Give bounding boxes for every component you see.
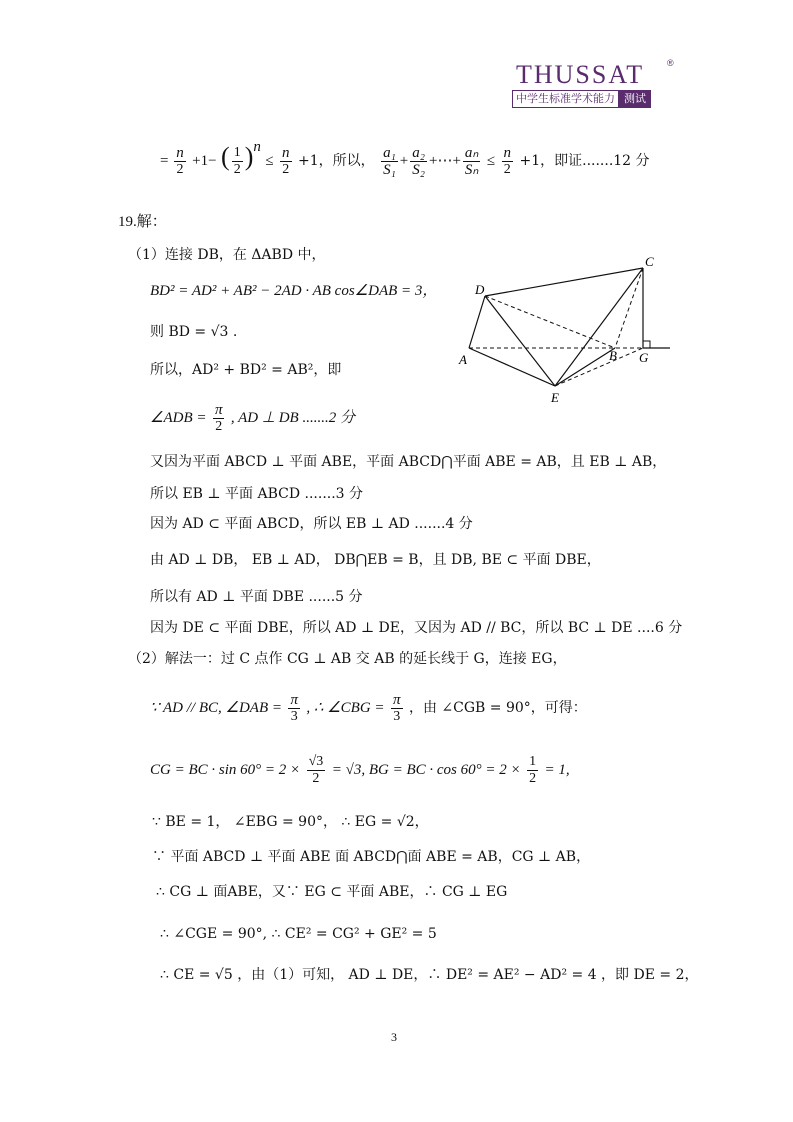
- fraction-1-over-2: $\frac{1}{2}$: [529, 753, 537, 786]
- label-G: G: [639, 350, 649, 365]
- p1-line-6: 因为 DE ⊂ 平面 DBE，所以 AD ⊥ DE，又因为 AD // BC，所以 BC ⊥ DE ....6 分: [150, 620, 683, 636]
- label-A: A: [459, 352, 467, 367]
- top-formula-line: = $\frac{n}{2}$ +1− ( $\frac{1}{2}$ )$^n$ ≤ $\frac{n}{2}$ +1，所以， $\frac{\text{a₁}}{\text{S₁}}$ + $\frac{\text{a₂}}{\text{S₂}}$ +⋯+ $\frac{\text{aₙ}}{\text{Sₙ}}$ ≤ $\frac{n}{2}$ +1，即证.......12 分: [160, 139, 650, 178]
- edge-DA: [469, 296, 485, 348]
- fraction-pi-over-3-b: $\frac{\pi}{3}$: [393, 691, 401, 724]
- p2-intro: （2）解法一：过 C 点作 CG ⊥ AB 交 AB 的延长线于 G，连接 EG，: [128, 651, 567, 667]
- dashed-EG: [555, 348, 643, 386]
- label-E: E: [551, 390, 559, 405]
- fraction-one-half: $\frac{1}{2}$: [233, 144, 241, 177]
- p1-angle-adb: ∠ADB = $\frac{\pi}{2}$ , AD ⊥ DB .......2 分: [150, 401, 355, 434]
- logo-subtitle-right: 测试: [619, 90, 651, 108]
- edge-AE: [469, 348, 555, 386]
- logo-title: THUSSAT: [516, 60, 645, 89]
- thussat-logo: [512, 60, 672, 108]
- label-D: D: [475, 282, 485, 297]
- p2-line-2: CG = BC · sin 60° = 2 × $\frac{√3}{2}$ = √3, BG = BC · cos 60° = 2 × $\frac{1}{2}$ = 1,: [150, 753, 570, 786]
- fraction-n-over-2-c: $\frac{n}{2}$: [503, 144, 512, 177]
- fraction-an-Sn: $\frac{\text{aₙ}}{\text{Sₙ}}$: [464, 144, 479, 178]
- fraction-a1-S1: $\frac{\text{a₁}}{\text{S₁}}$: [383, 144, 396, 178]
- p1-bd-squared: BD² = AD² + AB² − 2AD · AB cos∠DAB = 3，: [150, 283, 438, 299]
- p1-intro: （1）连接 DB，在 ΔABD 中，: [128, 247, 326, 263]
- right-angle-mark: [643, 341, 650, 348]
- logo-subtitle-bar: [512, 90, 672, 108]
- p2-line-6: ∴ ∠CGE = 90°, ∴ CE² = CG² + GE² = 5: [160, 926, 437, 942]
- edge-CE: [555, 268, 643, 386]
- problem-number: 19.解：: [118, 214, 167, 230]
- label-C: C: [645, 254, 654, 269]
- page-number: 3: [391, 1030, 397, 1044]
- fraction-n-over-2: $\frac{n}{2}$: [176, 144, 184, 177]
- geometry-figure: [455, 252, 680, 407]
- fraction-sqrt3-over-2: $\frac{√3}{2}$: [308, 753, 324, 786]
- p2-line-5: ∴ CG ⊥ 面ABE，又∵ EG ⊂ 平面 ABE，∴ CG ⊥ EG: [156, 884, 508, 900]
- edge-EB: [555, 348, 615, 386]
- fraction-pi-over-2: $\frac{\pi}{2}$: [214, 401, 223, 434]
- edge-DC: [485, 268, 643, 296]
- p1-line-5: 所以有 AD ⊥ 平面 DBE ......5 分: [150, 589, 363, 605]
- p1-bd-value: 则 BD = √3 .: [150, 324, 238, 340]
- fraction-n-over-2-b: $\frac{n}{2}$: [282, 144, 290, 177]
- label-B: B: [609, 348, 617, 363]
- p2-line-4: ∵ 平面 ABCD ⊥ 平面 ABE 面 ABCD⋂面 ABE = AB，CG ⊥ AB，: [152, 849, 591, 865]
- p2-line-7: ∴ CE = √5 ，由（1）可知， AD ⊥ DE，∴ DE² = AE² − AD² = 4 ，即 DE = 2，: [160, 967, 699, 983]
- fraction-pi-over-3-a: $\frac{\pi}{3}$: [290, 691, 298, 724]
- p1-line-2: 所以 EB ⊥ 平面 ABCD .......3 分: [150, 486, 364, 502]
- p1-line-3: 因为 AD ⊂ 平面 ABCD，所以 EB ⊥ AD .......4 分: [150, 516, 473, 532]
- p1-line-4: 由 AD ⊥ DB， EB ⊥ AD， DB⋂EB = B，且 DB, BE ⊂ 平面 DBE，: [150, 552, 601, 568]
- dashed-CB: [615, 268, 643, 348]
- logo-subtitle-left: 中学生标准学术能力: [512, 90, 619, 108]
- p2-line-1: ∵ AD // BC, ∠DAB = $\frac{\pi}{3}$ , ∴ ∠CBG = $\frac{\pi}{3}$ ，由 ∠CGB = 90°，可得：: [150, 691, 587, 724]
- p1-line-1: 又因为平面 ABCD ⊥ 平面 ABE，平面 ABCD⋂平面 ABE = AB，且 EB ⊥ AB，: [150, 454, 667, 470]
- logo-registered-mark: ®: [667, 58, 674, 68]
- p2-line-3: ∵ BE = 1， ∠EBG = 90°， ∴ EG = √2，: [152, 814, 429, 830]
- fraction-a2-S2: $\frac{\text{a₂}}{\text{S₂}}$: [412, 144, 425, 178]
- p1-pythagoras: 所以，AD² + BD² = AB²，即: [150, 362, 342, 378]
